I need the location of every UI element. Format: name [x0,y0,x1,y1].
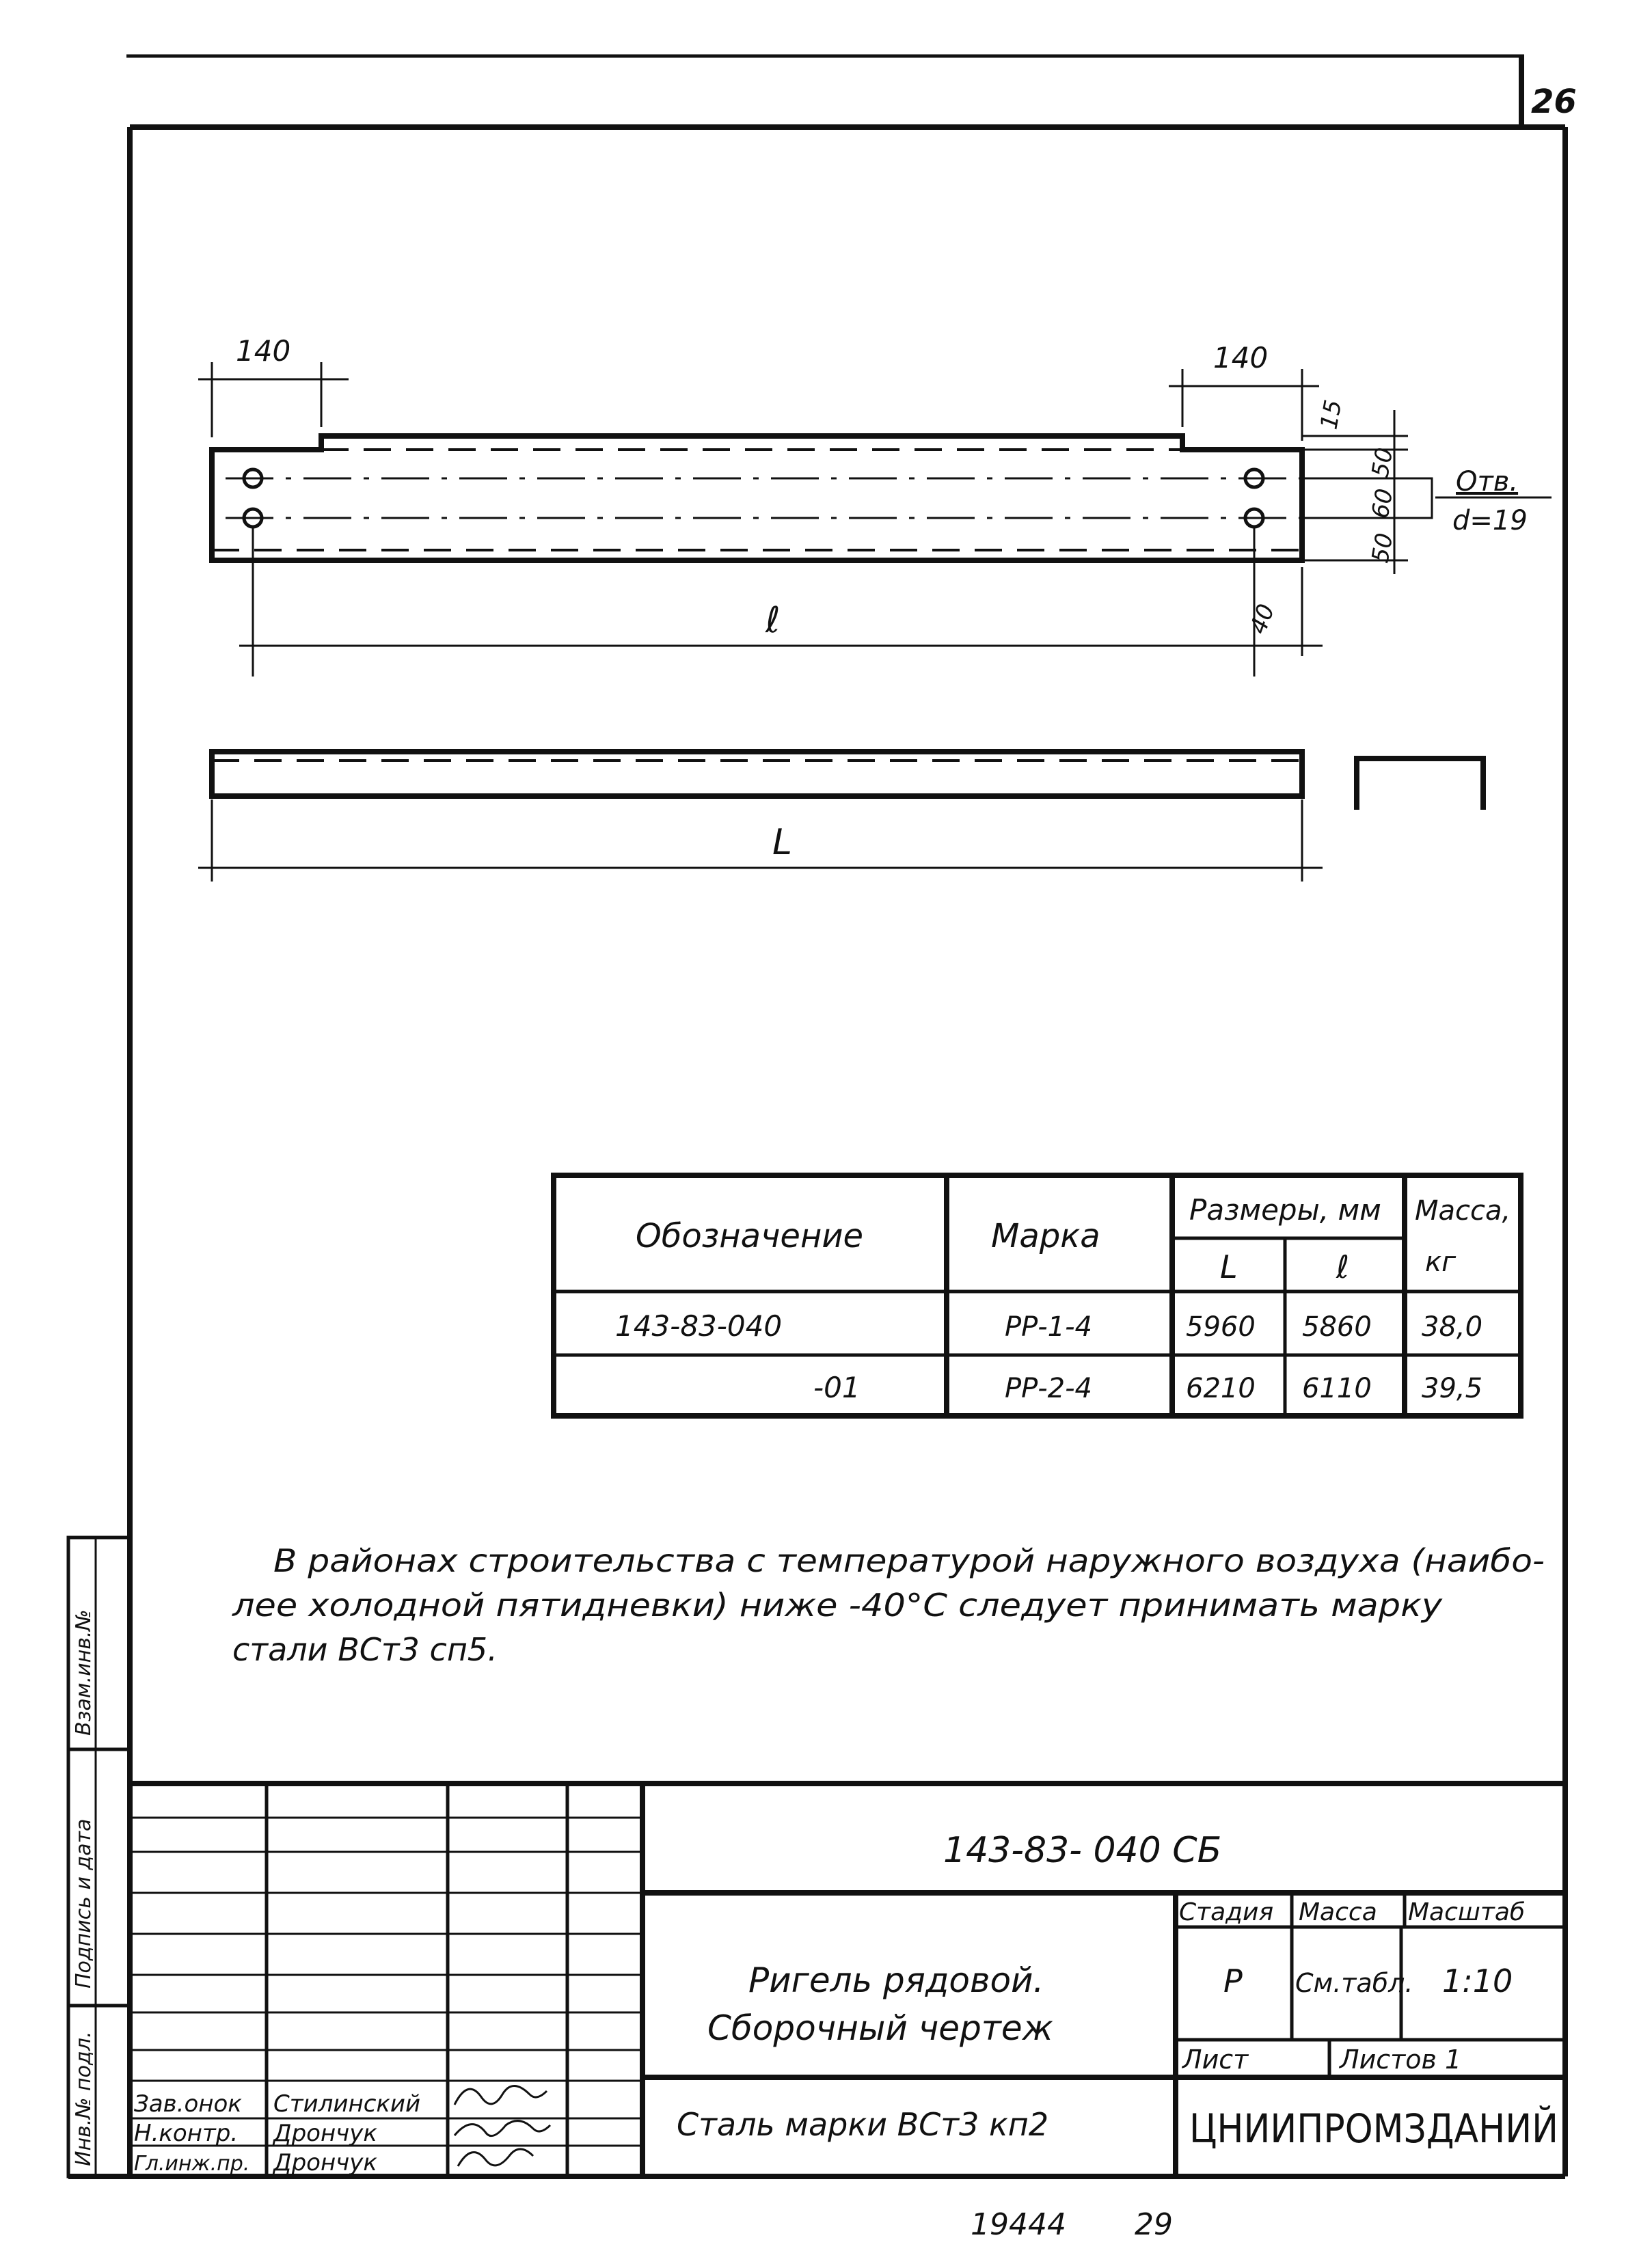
channel-section [1357,759,1483,810]
side-stamp-text-3: Взам.инв.№ [72,1609,96,1736]
dim-L: L [772,822,792,863]
row1-mark: РР-1-4 [1005,1311,1093,1343]
mass-value: См.табл. [1295,1968,1413,1998]
row2-L: 6210 [1186,1373,1256,1404]
hole-note-2: d=19 [1452,505,1528,536]
side-stamp-text-2: Подпись и дата [72,1818,96,1989]
side-stamp [68,1538,130,2176]
th-mass-unit: кг [1425,1246,1457,1278]
note-block [232,1542,1545,1668]
stage-value: Р [1223,1963,1243,1999]
th-designation: Обозначение [636,1217,864,1255]
th-dims: Размеры, мм [1189,1193,1381,1227]
signature-3 [458,2149,533,2166]
row2-mark: РР-2-4 [1005,1373,1093,1404]
footer-number: 19444 [971,2207,1066,2242]
row1-l: 5860 [1302,1311,1372,1343]
material: Сталь марки ВСт3 кп2 [677,2106,1049,2143]
scale-value: 1:10 [1442,1963,1513,1999]
scale-label: Масштаб [1408,1898,1526,1926]
dim-15: 15 [1315,398,1348,432]
sheet-number: 26 [1531,83,1577,121]
footer-page: 29 [1135,2207,1173,2242]
mass-label: Масса [1299,1898,1377,1926]
dim-l-small: ℓ [766,600,781,641]
row1-L: 5960 [1186,1311,1256,1343]
doc-code: 143-83- 040 СБ [943,1830,1222,1871]
row2-l: 6110 [1302,1373,1372,1404]
beam-plan-view [212,436,1333,560]
signature-2 [455,2121,550,2136]
dim-140-right: 140 [1213,341,1269,374]
note-line-3: стали ВСт3 сп5. [232,1631,498,1668]
organization: ЦНИИПРОМЗДАНИЙ [1189,2105,1601,2152]
note-line-1: В районах строительства с температурой наружного воздуха (наибо- [273,1542,1545,1579]
staff-name-2: Дрончук [273,2120,377,2147]
row1-mass: 38,0 [1422,1311,1483,1343]
title-line-1: Ригель рядовой. [748,1960,1044,2000]
th-L: L [1220,1248,1238,1285]
dim-60: 60 [1366,487,1399,521]
dim-40: 40 [1244,600,1281,638]
spec-table [554,1175,1521,1416]
dim-50-top: 50 [1366,446,1399,480]
beam-side-view [198,752,1323,882]
title-line-2: Сборочный чертеж [707,2008,1053,2048]
title-block [130,1784,1601,2176]
staff-role-3: Гл.инж.пр. [134,2152,250,2176]
row1-designation: 143-83-040 [615,1309,783,1343]
staff-name-1: Стилинский [273,2090,421,2118]
row2-designation: -01 [813,1371,861,1404]
th-mass: Масса, [1415,1195,1511,1227]
signature-1 [455,2086,547,2105]
plan-dimensions [198,334,1552,677]
dim-50-bottom: 50 [1366,531,1399,565]
sheet-label: Лист [1182,2045,1249,2075]
th-l: ℓ [1336,1248,1350,1285]
note-line-2: лее холодной пятидневки) ниже -40°С следует принимать марку [231,1587,1443,1624]
staff-name-3: Дрончук [273,2149,377,2176]
staff-role-1: Зав.онок [134,2090,242,2118]
staff-role-2: Н.контр. [134,2120,239,2147]
dim-140-left: 140 [236,334,291,368]
side-stamp-text-1: Инв.№ подл. [72,2031,96,2166]
th-mark: Марка [991,1217,1100,1255]
sheets-label: Листов 1 [1340,2045,1462,2075]
row2-mass: 39,5 [1422,1373,1483,1404]
stage-label: Стадия [1179,1898,1274,1926]
hole-note-1: Отв. [1456,466,1519,497]
